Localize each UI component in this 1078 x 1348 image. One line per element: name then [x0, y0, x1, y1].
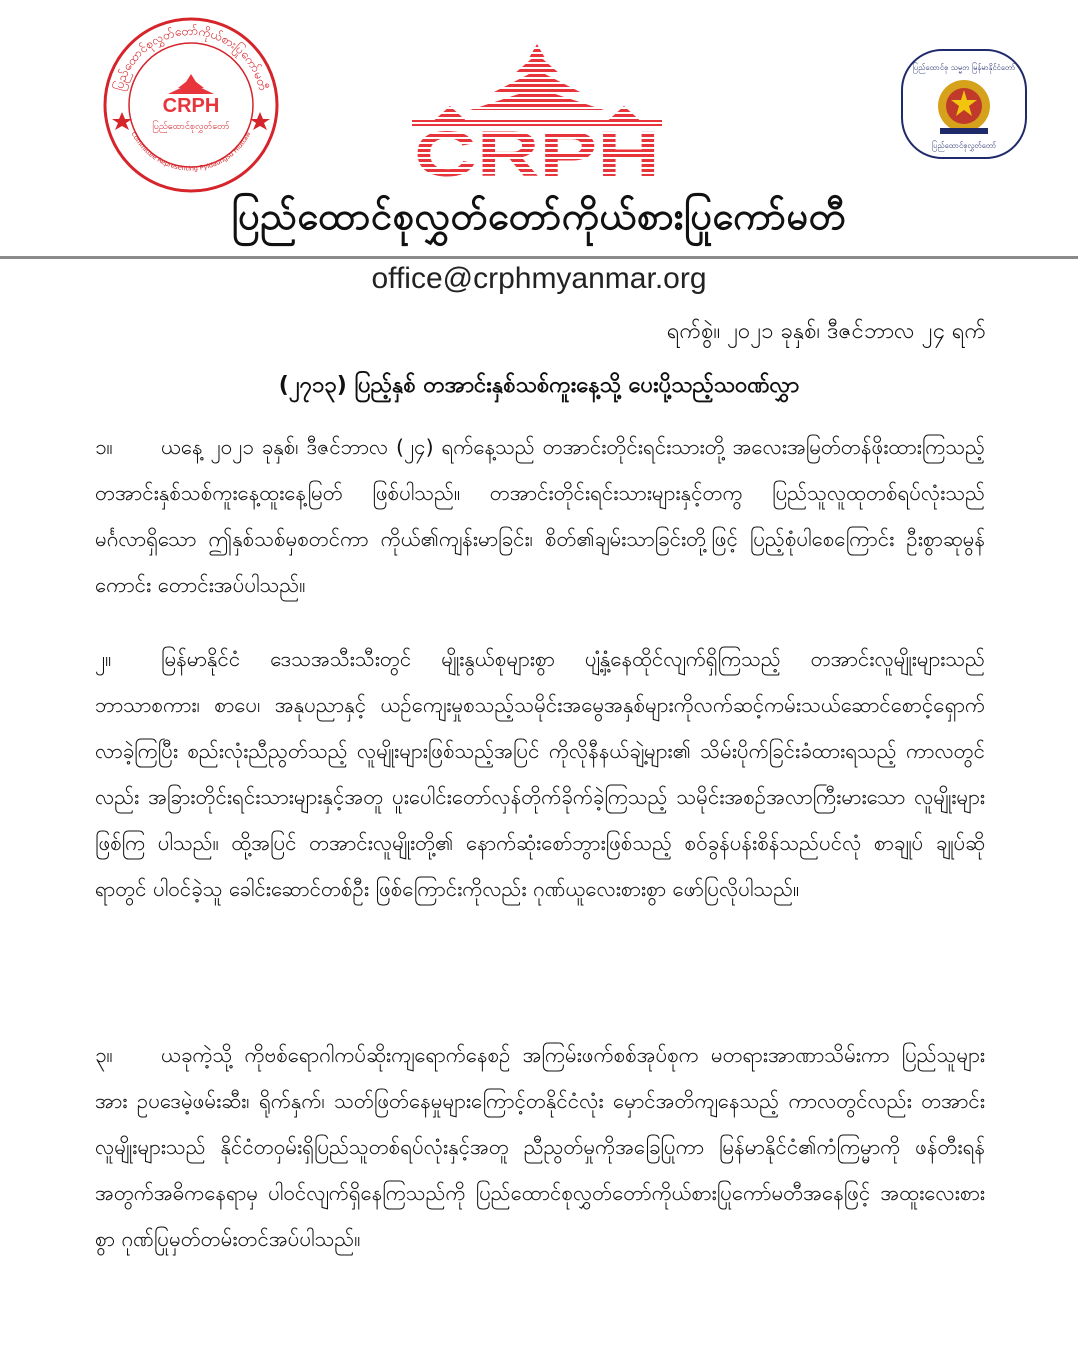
pyidaungsu-hluttaw-emblem — [900, 48, 1028, 160]
paragraph-3 — [95, 1032, 985, 1262]
organization-title: ပြည်ထောင်စုလွှတ်တော်ကိုယ်စားပြုကော်မတီ — [231, 194, 847, 238]
emblem-top-text: ပြည်ထောင်စု သမ္မတ မြန်မာနိုင်ငံတော် — [912, 63, 1016, 72]
contact-email[interactable]: office@crphmyanmar.org — [371, 262, 707, 295]
paragraph-2 — [95, 636, 985, 912]
document-date: ရက်စွဲ။ ၂၀၂၁ ခုနှစ်၊ ဒီဇင်ဘာလ ၂၄ ရက် — [666, 319, 986, 344]
pagoda-icon — [412, 44, 662, 126]
paragraph-number: ၂။ — [95, 647, 112, 671]
paragraph-text: ယနေ့ ၂၀၂၁ ခုနှစ်၊ ဒီဇင်ဘာလ (၂၄) ရက်နေ့သည် တအာင်းတိုင်းရင်းသားတို့ အလေးအမြတ်တန်ဖိုးထားကြသည့် တအာင်းနှစ်သစ်ကူးနေ့ထူးနေ့မြတ် ဖြစ်ပါသည်။ တအာင်းတိုင်းရင်းသားများနှင့်တကွ ပြည်သူလူထုတစ်ရပ်လုံးသည် မင်္ဂလာရှိသော ဤနှစ်သစ်မှစတင်ကာ ကိုယ်၏ကျန်းမာခြင်း၊ စိတ်၏ချမ်းသာခြင်းတို့ဖြင့် ပြည့်စုံပါစေကြောင်း ဦးစွာဆုမွန်ကောင်း တောင်းအပ်ပါသည်။ — [95, 435, 985, 597]
crph-logo — [410, 44, 664, 180]
seal-ring-text: ပြည်ထောင်စုလွှတ်တော်ကိုယ်စားပြုကော်မတီ — [111, 23, 271, 93]
pagoda-roof-icon — [168, 74, 214, 94]
seal-ring-text-bottom: Committee Representing Pyidaungsu Hluttaw — [129, 130, 253, 173]
document-subject: (၂၇၁၃) ပြည့်နှစ် တအာင်းနှစ်သစ်ကူးနေ့သို့ ပေးပို့သည့်သဝဏ်လွှာ — [278, 373, 800, 398]
seal-inner-logo: CRPH — [162, 95, 220, 117]
header-divider — [0, 256, 1078, 259]
paragraph-number: ၃။ — [95, 1043, 113, 1067]
star-icon — [112, 112, 132, 130]
paragraph-1 — [95, 424, 985, 608]
emblem-bottom-text: ပြည်ထောင်စုလွှတ်တော် — [931, 141, 997, 150]
crph-logo-text: CRPH — [414, 118, 660, 180]
crph-seal-left — [102, 16, 280, 194]
star-icon — [250, 112, 270, 130]
paragraph-text: ယခုကဲ့သို့ ကိုဗစ်ရောဂါကပ်ဆိုးကျရောက်နေစဉ် အကြမ်းဖက်စစ်အုပ်စုက မတရားအာဏာသိမ်းကာ ပြည်သူများအား ဥပဒေမဲ့ဖမ်းဆီး၊ ရိုက်နှက်၊ သတ်ဖြတ်နေမှုများကြောင့်တနိုင်ငံလုံး မှောင်အတိကျနေသည့် ကာလတွင်လည်း တအာင်းလူမျိုးများသည် နိုင်ငံတဝှမ်းရှိပြည်သူတစ်ရပ်လုံးနှင့်အတူ ညီညွတ်မှုကိုအခြေပြုကာ မြန်မာနိုင်ငံ၏ကံကြမ္မာကို ဖန်တီးရန်အတွက်အဓိကနေရာမှ ပါဝင်လျက်ရှိနေကြသည်ကို ပြည်ထောင်စုလွှတ်တော်ကိုယ်စားပြုကော်မတီအနေဖြင့် အထူးလေးစားစွာ ဂုဏ်ပြုမှတ်တမ်းတင်အပ်ပါသည်။ — [95, 1043, 985, 1251]
paragraph-text: မြန်မာနိုင်ငံ ဒေသအသီးသီးတွင် မျိုးနွယ်စုများစွာ ပျံ့နှံ့နေထိုင်လျက်ရှိကြသည့် တအာင်းလူမျိုးများသည် ဘာသာစကား၊ စာပေ၊ အနုပညာနှင့် ယဉ်ကျေးမှုစသည့်သမိုင်းအမွေအနှစ်များကိုလက်ဆင့်ကမ်းသယ်ဆောင်စောင့်ရှောက်လာခဲ့ကြပြီး စည်းလုံးညီညွတ်သည့် လူမျိုးများဖြစ်သည့်အပြင် ကိုလိုနီနယ်ချဲ့များ၏ သိမ်းပိုက်ခြင်းခံထားရသည့် ကာလတွင်လည်း အခြားတိုင်းရင်းသားများနှင့်အတူ ပူးပေါင်းတော်လှန်တိုက်ခိုက်ခဲ့ကြသည့် သမိုင်းအစဉ်အလာကြီးမားသော လူမျိုးများဖြစ်ကြ ပါသည်။ ထို့အပြင် တအာင်းလူမျိုးတို့၏ နောက်ဆုံးစော်ဘွားဖြစ်သည့် စဝ်ခွန်ပန်းစိန်သည်ပင်လုံ စာချုပ် ချုပ်ဆိုရာတွင် ပါဝင်ခဲ့သူ ခေါင်းဆောင်တစ်ဦး ဖြစ်ကြောင်းကိုလည်း ဂုဏ်ယူလေးစားစွာ ဖော်ပြလိုပါသည်။ — [95, 647, 985, 901]
paragraph-number: ၁။ — [95, 435, 113, 459]
seal-inner-caption: ပြည်ထောင်စုလွှတ်တော် — [152, 122, 230, 132]
